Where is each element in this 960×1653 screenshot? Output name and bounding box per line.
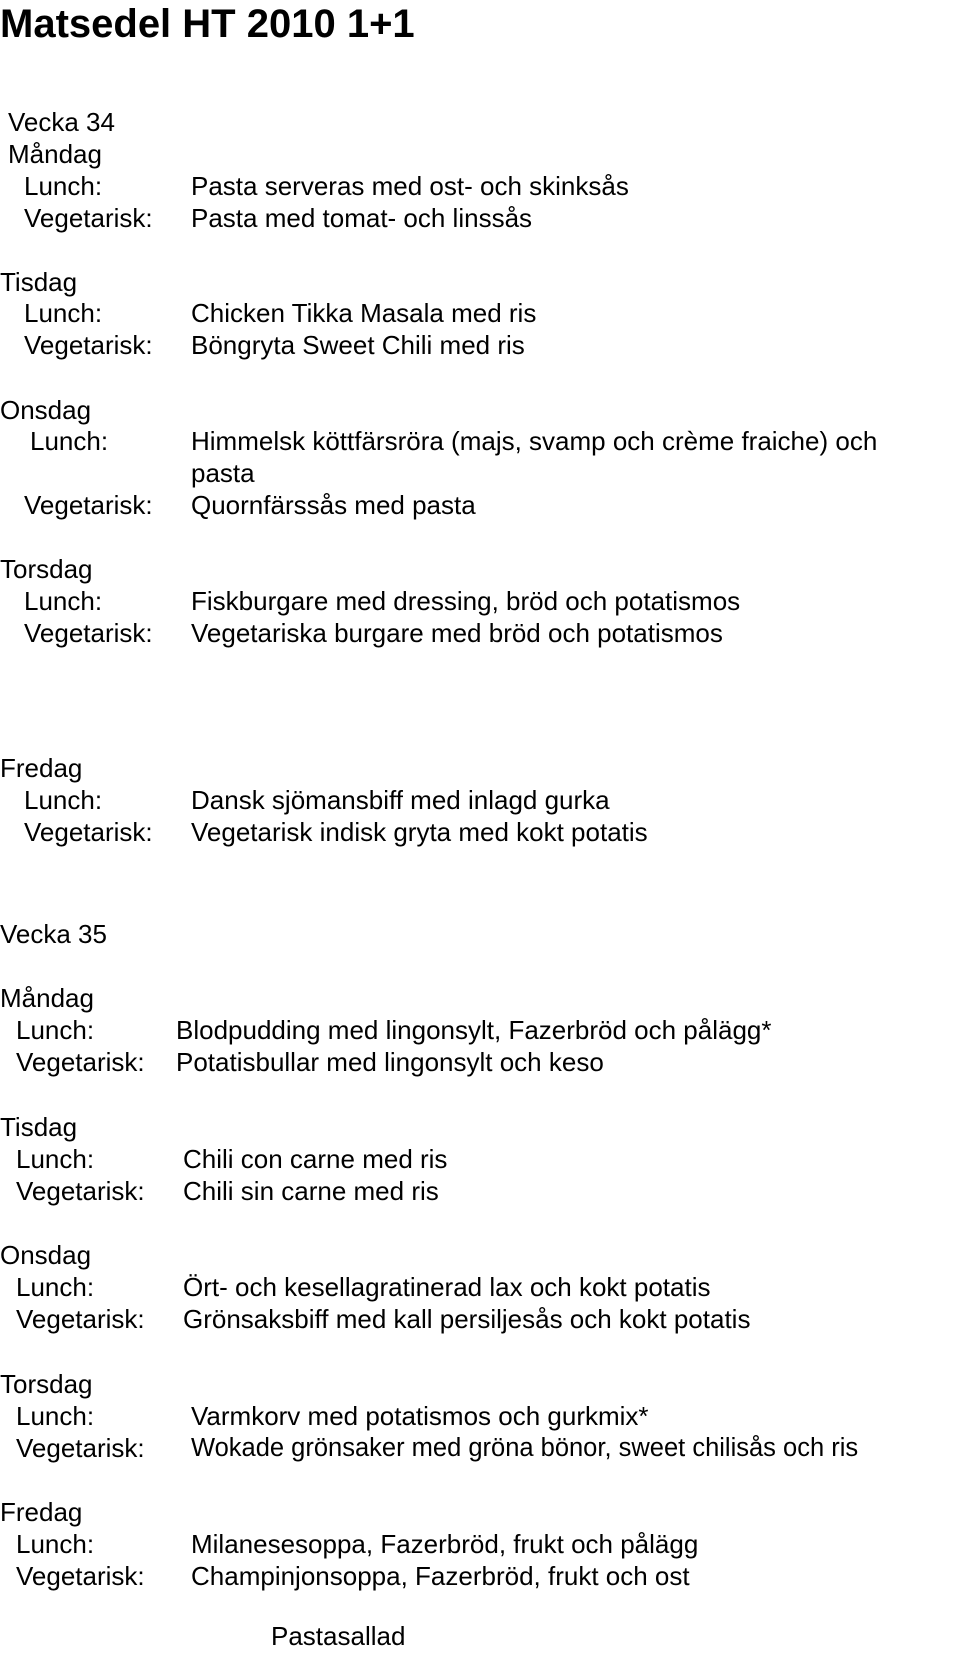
week-35-thursday-veg-label: Vegetarisk: (16, 1433, 145, 1463)
week-34-tuesday-veg-label: Vegetarisk: (24, 330, 153, 360)
week-35-friday-veg-dish: Champinjonsoppa, Fazerbröd, frukt och ost (191, 1561, 690, 1591)
week-35-tuesday-veg-dish: Chili sin carne med ris (183, 1176, 439, 1206)
week-34-wednesday-veg-dish: Quornfärssås med pasta (191, 490, 476, 520)
week-34-monday-heading: Måndag (8, 139, 102, 169)
week-34-friday-veg-dish: Vegetarisk indisk gryta med kokt potatis (191, 817, 648, 847)
week-35-monday-lunch-dish: Blodpudding med lingonsylt, Fazerbröd och pålägg* (176, 1015, 772, 1045)
week-34-heading: Vecka 34 (8, 107, 115, 137)
week-34-friday-lunch-label: Lunch: (24, 785, 103, 815)
week-35-friday-heading: Fredag (0, 1497, 83, 1527)
week-35-tuesday-heading: Tisdag (0, 1112, 78, 1142)
week-35-tuesday-veg-label: Vegetarisk: (16, 1176, 145, 1206)
week-35-wednesday-lunch-dish: Ört- och kesellagratinerad lax och kokt potatis (183, 1272, 711, 1302)
week-34-thursday-veg-label: Vegetarisk: (24, 618, 153, 648)
week-34-tuesday-heading: Tisdag (0, 267, 78, 297)
week-35-friday-lunch-dish: Milanesesoppa, Fazerbröd, frukt och pålägg (191, 1529, 699, 1559)
week-34-wednesday-lunch-dish: Himmelsk köttfärsröra (majs, svamp och crème fraiche) och (191, 426, 878, 456)
week-35-tuesday-lunch-dish: Chili con carne med ris (183, 1144, 448, 1174)
week-34-wednesday-lunch-label: Lunch: (30, 426, 109, 456)
page-title: Matsedel HT 2010 1+1 (0, 2, 415, 46)
week-34-wednesday-heading: Onsdag (0, 395, 92, 425)
week-35-friday-lunch-label: Lunch: (16, 1529, 95, 1559)
week-35-monday-veg-label: Vegetarisk: (16, 1047, 145, 1077)
week-35-thursday-heading: Torsdag (0, 1369, 93, 1399)
week-35-monday-lunch-label: Lunch: (16, 1015, 95, 1045)
week-35-wednesday-veg-dish: Grönsaksbiff med kall persiljesås och kokt potatis (183, 1304, 751, 1334)
week-35-heading: Vecka 35 (0, 919, 107, 949)
week-35-monday-veg-dish: Potatisbullar med lingonsylt och keso (176, 1047, 604, 1077)
week-34-friday-veg-label: Vegetarisk: (24, 817, 153, 847)
week-34-monday-lunch-label: Lunch: (24, 171, 103, 201)
week-35-friday-veg-label: Vegetarisk: (16, 1561, 145, 1591)
week-34-thursday-lunch-label: Lunch: (24, 586, 103, 616)
week-34-tuesday-lunch-dish: Chicken Tikka Masala med ris (191, 298, 537, 328)
week-34-friday-lunch-dish: Dansk sjömansbiff med inlagd gurka (191, 785, 610, 815)
week-34-thursday-lunch-dish: Fiskburgare med dressing, bröd och potatismos (191, 586, 741, 616)
week-35-tuesday-lunch-label: Lunch: (16, 1144, 95, 1174)
week-35-thursday-lunch-dish: Varmkorv med potatismos och gurkmix* (191, 1401, 649, 1431)
week-35-friday-veg-extra: Pastasallad (271, 1621, 406, 1651)
week-34-thursday-veg-dish: Vegetariska burgare med bröd och potatismos (191, 618, 723, 648)
week-35-thursday-lunch-label: Lunch: (16, 1401, 95, 1431)
week-35-thursday-veg-dish: Wokade grönsaker med gröna bönor, sweet chilisås och ris (191, 1434, 859, 1462)
week-34-monday-veg-dish: Pasta med tomat- och linssås (191, 203, 533, 233)
week-34-thursday-heading: Torsdag (0, 554, 93, 584)
week-35-monday-heading: Måndag (0, 983, 94, 1013)
week-34-wednesday-lunch-dish-continued: pasta (191, 458, 255, 488)
week-35-wednesday-veg-label: Vegetarisk: (16, 1304, 145, 1334)
week-34-tuesday-lunch-label: Lunch: (24, 298, 103, 328)
week-34-tuesday-veg-dish: Böngryta Sweet Chili med ris (191, 330, 525, 360)
week-34-friday-heading: Fredag (0, 753, 83, 783)
week-34-monday-lunch-dish: Pasta serveras med ost- och skinksås (191, 171, 629, 201)
week-34-wednesday-veg-label: Vegetarisk: (24, 490, 153, 520)
week-35-wednesday-heading: Onsdag (0, 1240, 92, 1270)
week-35-wednesday-lunch-label: Lunch: (16, 1272, 95, 1302)
week-34-monday-veg-label: Vegetarisk: (24, 203, 153, 233)
